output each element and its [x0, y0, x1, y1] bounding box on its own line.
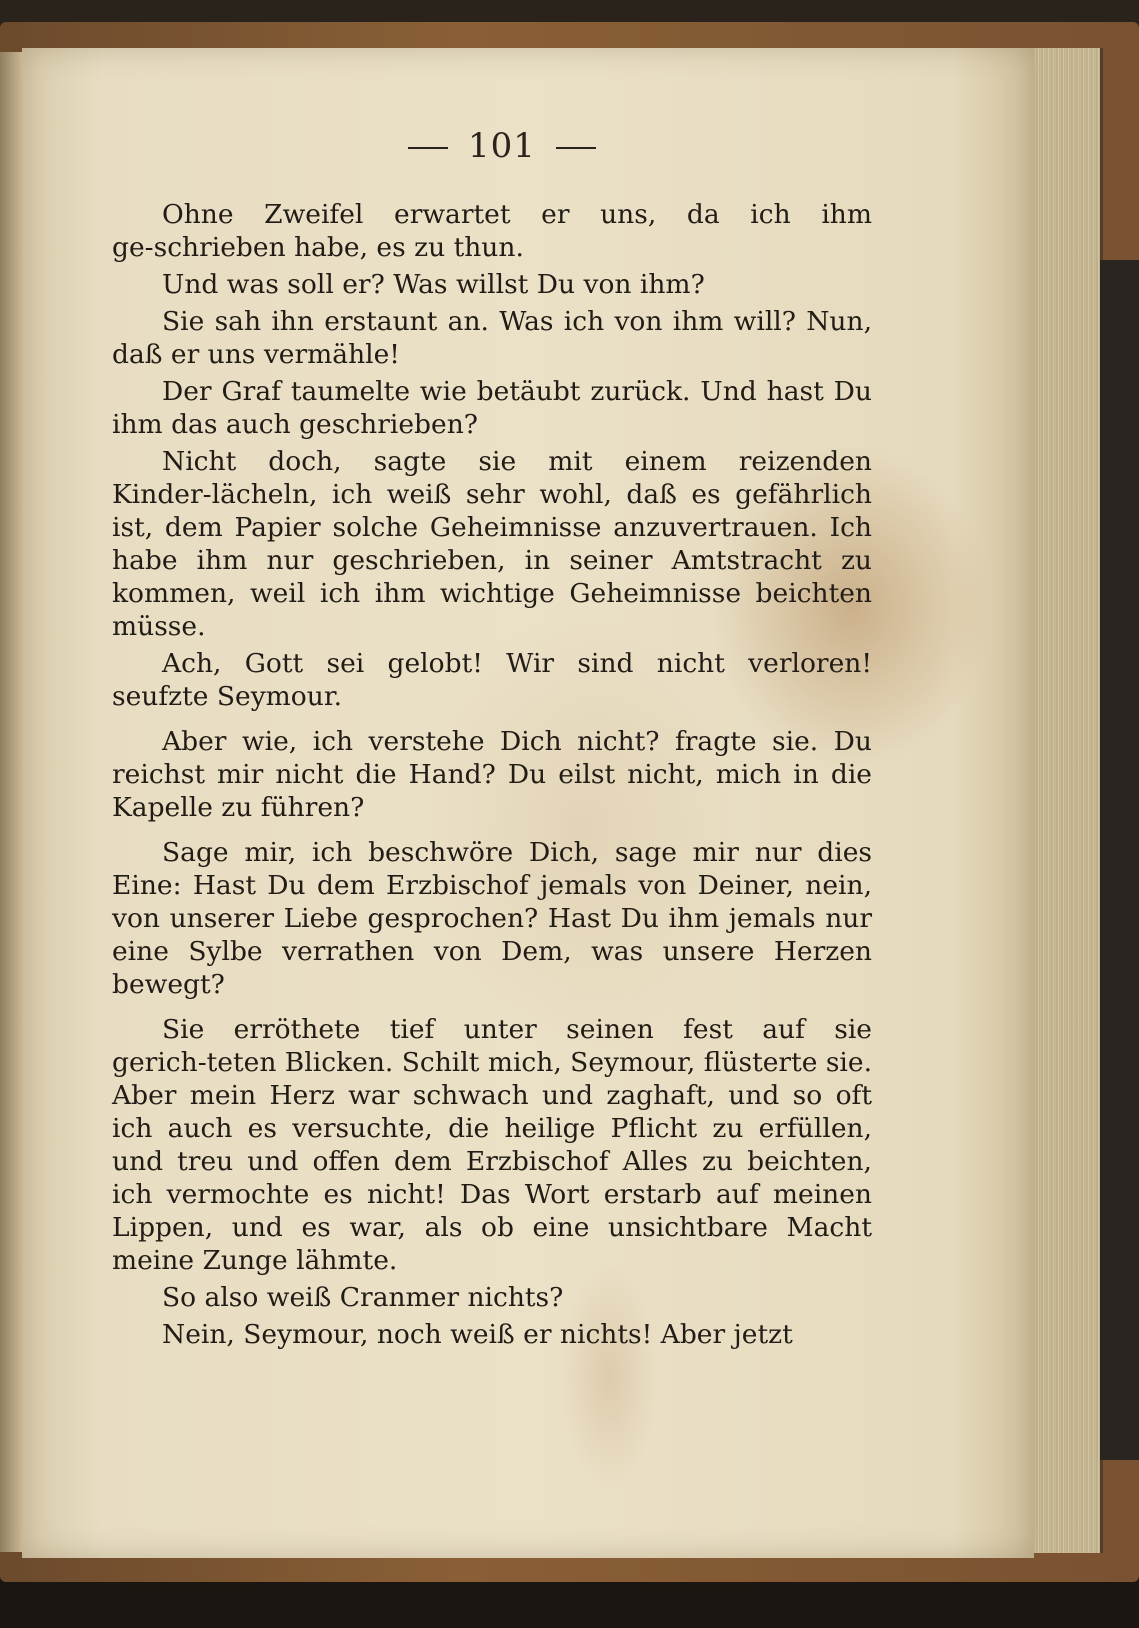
body-text: [112, 198, 872, 1355]
paragraph: Ach, Gott sei gelobt! Wir sind nicht verloren! seufzte Seymour.: [112, 648, 872, 712]
paragraph: Sie sah ihn erstaunt an. Was ich von ihm will? Nun, daß er uns vermähle!: [112, 306, 872, 370]
paragraph: Der Graf taumelte wie betäubt zurück. Und hast Du ihm das auch geschrieben?: [112, 376, 872, 440]
header-dash-left: [408, 147, 448, 149]
page-header: [22, 126, 982, 166]
paragraph: Ohne Zweifel erwartet er uns, da ich ihm ge‑schrieben habe, es zu thun.: [112, 199, 872, 263]
paragraph: So also weiß Cranmer nichts?: [162, 1282, 564, 1313]
left-page-edge: [0, 52, 24, 1552]
paragraph: Aber wie, ich verstehe Dich nicht? fragte sie. Du reichst mir nicht die Hand? Du eilst nicht, mich in die Kapelle zu führen?: [112, 726, 872, 823]
paragraph: Sie erröthete tief unter seinen fest auf sie gerich‑teten Blicken. Schilt mich, Seymour, flüsterte sie. Aber mein Herz war schwach und zaghaft, und so oft ich auch es versuchte, die heilige Pflicht zu erfüllen, und treu und offen dem Erzbischof Alles zu beichten, ich vermochte es nicht! Das Wort erstarb auf meinen Lippen, und es war, als ob eine unsichtbare Macht meine Zunge lähmte.: [112, 1014, 873, 1276]
paragraph: Und was soll er? Was willst Du von ihm?: [162, 269, 705, 300]
paragraph: Nein, Seymour, noch weiß er nichts! Aber jetzt: [162, 1319, 793, 1350]
page-number: 101: [468, 126, 536, 166]
paragraph: Nicht doch, sagte sie mit einem reizenden Kinder‑lächeln, ich weiß sehr wohl, daß es gefährlich ist, dem Papier solche Geheimnisse anzuvertrauen. Ich habe ihm nur geschrieben, in seiner Amtstracht zu kommen, weil ich ihm wichtige Geheimnisse beichten müsse.: [112, 446, 872, 642]
header-dash-right: [556, 147, 596, 149]
page-stack-edge: [1030, 48, 1103, 1553]
background-shadow: [1100, 260, 1139, 1460]
book-page: [22, 48, 1034, 1558]
paragraph: Sage mir, ich beschwöre Dich, sage mir nur dies Eine: Hast Du dem Erzbischof jemals von Deiner, nein, von unserer Liebe gesprochen? Hast Du ihm jemals nur eine Sylbe verrathen von Dem, was unsere Herzen bewegt?: [112, 837, 872, 1000]
